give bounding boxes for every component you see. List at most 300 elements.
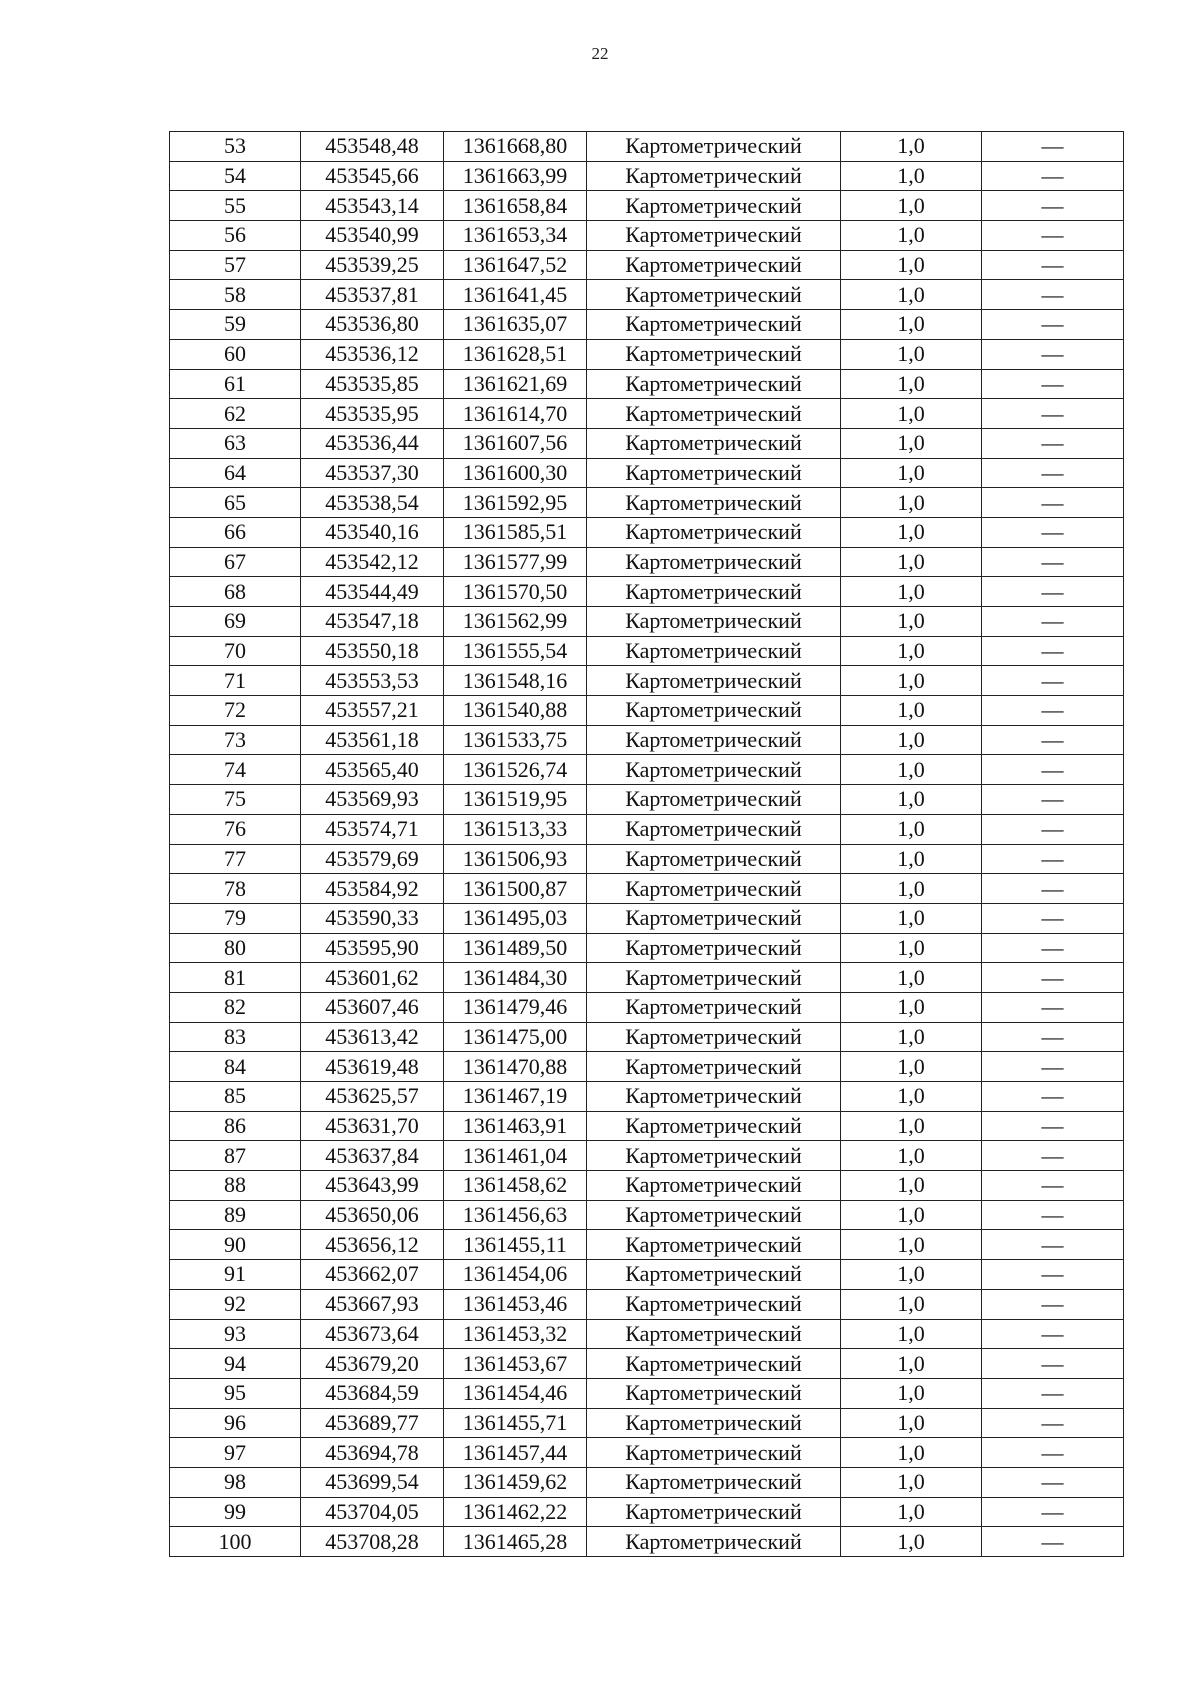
x-coordinate-cell: 453579,69	[301, 844, 444, 874]
note-cell: —	[982, 1022, 1124, 1052]
method-cell: Картометрический	[587, 696, 841, 726]
y-coordinate-cell: 1361463,91	[444, 1111, 587, 1141]
table-row	[170, 1082, 1124, 1112]
accuracy-cell: 1,0	[841, 844, 982, 874]
table-row	[170, 161, 1124, 191]
point-number-cell: 97	[170, 1438, 301, 1468]
accuracy-cell: 1,0	[841, 547, 982, 577]
note-cell: —	[982, 963, 1124, 993]
accuracy-cell: 1,0	[841, 1289, 982, 1319]
point-number-cell: 98	[170, 1467, 301, 1497]
y-coordinate-cell: 1361461,04	[444, 1141, 587, 1171]
table-row	[170, 191, 1124, 221]
table-row	[170, 458, 1124, 488]
accuracy-cell: 1,0	[841, 666, 982, 696]
x-coordinate-cell: 453536,44	[301, 428, 444, 458]
accuracy-cell: 1,0	[841, 963, 982, 993]
point-number-cell: 65	[170, 488, 301, 518]
y-coordinate-cell: 1361462,22	[444, 1497, 587, 1527]
x-coordinate-cell: 453544,49	[301, 577, 444, 607]
table-row	[170, 221, 1124, 251]
method-cell: Картометрический	[587, 1111, 841, 1141]
point-number-cell: 66	[170, 517, 301, 547]
y-coordinate-cell: 1361663,99	[444, 161, 587, 191]
point-number-cell: 71	[170, 666, 301, 696]
table-row	[170, 1527, 1124, 1557]
table-row	[170, 1052, 1124, 1082]
x-coordinate-cell: 453637,84	[301, 1141, 444, 1171]
accuracy-cell: 1,0	[841, 1497, 982, 1527]
method-cell: Картометрический	[587, 1349, 841, 1379]
x-coordinate-cell: 453643,99	[301, 1171, 444, 1201]
method-cell: Картометрический	[587, 1497, 841, 1527]
x-coordinate-cell: 453699,54	[301, 1467, 444, 1497]
note-cell: —	[982, 577, 1124, 607]
point-number-cell: 82	[170, 992, 301, 1022]
note-cell: —	[982, 1378, 1124, 1408]
method-cell: Картометрический	[587, 636, 841, 666]
table-row	[170, 785, 1124, 815]
y-coordinate-cell: 1361562,99	[444, 607, 587, 637]
table-row	[170, 844, 1124, 874]
note-cell: —	[982, 874, 1124, 904]
point-number-cell: 78	[170, 874, 301, 904]
note-cell: —	[982, 903, 1124, 933]
note-cell: —	[982, 488, 1124, 518]
note-cell: —	[982, 1082, 1124, 1112]
accuracy-cell: 1,0	[841, 814, 982, 844]
x-coordinate-cell: 453673,64	[301, 1319, 444, 1349]
y-coordinate-cell: 1361540,88	[444, 696, 587, 726]
y-coordinate-cell: 1361506,93	[444, 844, 587, 874]
method-cell: Картометрический	[587, 1052, 841, 1082]
point-number-cell: 81	[170, 963, 301, 993]
y-coordinate-cell: 1361607,56	[444, 428, 587, 458]
accuracy-cell: 1,0	[841, 369, 982, 399]
x-coordinate-cell: 453607,46	[301, 992, 444, 1022]
method-cell: Картометрический	[587, 992, 841, 1022]
accuracy-cell: 1,0	[841, 1141, 982, 1171]
accuracy-cell: 1,0	[841, 399, 982, 429]
note-cell: —	[982, 1052, 1124, 1082]
x-coordinate-cell: 453689,77	[301, 1408, 444, 1438]
x-coordinate-cell: 453550,18	[301, 636, 444, 666]
method-cell: Картометрический	[587, 250, 841, 280]
x-coordinate-cell: 453631,70	[301, 1111, 444, 1141]
accuracy-cell: 1,0	[841, 1111, 982, 1141]
method-cell: Картометрический	[587, 1438, 841, 1468]
table-row	[170, 1378, 1124, 1408]
y-coordinate-cell: 1361555,54	[444, 636, 587, 666]
note-cell: —	[982, 755, 1124, 785]
y-coordinate-cell: 1361592,95	[444, 488, 587, 518]
method-cell: Картометрический	[587, 161, 841, 191]
point-number-cell: 92	[170, 1289, 301, 1319]
note-cell: —	[982, 1260, 1124, 1290]
note-cell: —	[982, 1497, 1124, 1527]
method-cell: Картометрический	[587, 1467, 841, 1497]
method-cell: Картометрический	[587, 517, 841, 547]
x-coordinate-cell: 453679,20	[301, 1349, 444, 1379]
point-number-cell: 74	[170, 755, 301, 785]
y-coordinate-cell: 1361570,50	[444, 577, 587, 607]
accuracy-cell: 1,0	[841, 1438, 982, 1468]
note-cell: —	[982, 696, 1124, 726]
point-number-cell: 68	[170, 577, 301, 607]
x-coordinate-cell: 453708,28	[301, 1527, 444, 1557]
x-coordinate-cell: 453535,95	[301, 399, 444, 429]
method-cell: Картометрический	[587, 577, 841, 607]
y-coordinate-cell: 1361489,50	[444, 933, 587, 963]
point-number-cell: 57	[170, 250, 301, 280]
x-coordinate-cell: 453650,06	[301, 1200, 444, 1230]
accuracy-cell: 1,0	[841, 488, 982, 518]
note-cell: —	[982, 280, 1124, 310]
note-cell: —	[982, 399, 1124, 429]
accuracy-cell: 1,0	[841, 696, 982, 726]
note-cell: —	[982, 428, 1124, 458]
note-cell: —	[982, 1438, 1124, 1468]
y-coordinate-cell: 1361465,28	[444, 1527, 587, 1557]
point-number-cell: 99	[170, 1497, 301, 1527]
x-coordinate-cell: 453545,66	[301, 161, 444, 191]
x-coordinate-cell: 453619,48	[301, 1052, 444, 1082]
y-coordinate-cell: 1361467,19	[444, 1082, 587, 1112]
point-number-cell: 89	[170, 1200, 301, 1230]
accuracy-cell: 1,0	[841, 458, 982, 488]
y-coordinate-cell: 1361458,62	[444, 1171, 587, 1201]
accuracy-cell: 1,0	[841, 221, 982, 251]
point-number-cell: 84	[170, 1052, 301, 1082]
table-row	[170, 1497, 1124, 1527]
point-number-cell: 67	[170, 547, 301, 577]
y-coordinate-cell: 1361495,03	[444, 903, 587, 933]
accuracy-cell: 1,0	[841, 785, 982, 815]
point-number-cell: 61	[170, 369, 301, 399]
point-number-cell: 75	[170, 785, 301, 815]
point-number-cell: 63	[170, 428, 301, 458]
accuracy-cell: 1,0	[841, 903, 982, 933]
table-row	[170, 1408, 1124, 1438]
table-row	[170, 1349, 1124, 1379]
y-coordinate-cell: 1361614,70	[444, 399, 587, 429]
note-cell: —	[982, 992, 1124, 1022]
method-cell: Картометрический	[587, 1408, 841, 1438]
y-coordinate-cell: 1361479,46	[444, 992, 587, 1022]
table-row	[170, 992, 1124, 1022]
point-number-cell: 90	[170, 1230, 301, 1260]
method-cell: Картометрический	[587, 1260, 841, 1290]
accuracy-cell: 1,0	[841, 132, 982, 162]
y-coordinate-cell: 1361635,07	[444, 310, 587, 340]
table-row	[170, 1171, 1124, 1201]
point-number-cell: 58	[170, 280, 301, 310]
accuracy-cell: 1,0	[841, 1022, 982, 1052]
method-cell: Картометрический	[587, 1378, 841, 1408]
point-number-cell: 91	[170, 1260, 301, 1290]
table-row	[170, 903, 1124, 933]
method-cell: Картометрический	[587, 191, 841, 221]
table-row	[170, 1438, 1124, 1468]
point-number-cell: 95	[170, 1378, 301, 1408]
method-cell: Картометрический	[587, 399, 841, 429]
table-row	[170, 488, 1124, 518]
method-cell: Картометрический	[587, 1171, 841, 1201]
accuracy-cell: 1,0	[841, 933, 982, 963]
method-cell: Картометрический	[587, 933, 841, 963]
point-number-cell: 56	[170, 221, 301, 251]
x-coordinate-cell: 453595,90	[301, 933, 444, 963]
table-row	[170, 933, 1124, 963]
point-number-cell: 83	[170, 1022, 301, 1052]
table-row	[170, 636, 1124, 666]
y-coordinate-cell: 1361454,46	[444, 1378, 587, 1408]
point-number-cell: 85	[170, 1082, 301, 1112]
table-row	[170, 1111, 1124, 1141]
x-coordinate-cell: 453543,14	[301, 191, 444, 221]
note-cell: —	[982, 1171, 1124, 1201]
x-coordinate-cell: 453590,33	[301, 903, 444, 933]
x-coordinate-cell: 453537,30	[301, 458, 444, 488]
table-row	[170, 1260, 1124, 1290]
method-cell: Картометрический	[587, 1319, 841, 1349]
point-number-cell: 77	[170, 844, 301, 874]
note-cell: —	[982, 191, 1124, 221]
note-cell: —	[982, 517, 1124, 547]
note-cell: —	[982, 1200, 1124, 1230]
method-cell: Картометрический	[587, 844, 841, 874]
point-number-cell: 62	[170, 399, 301, 429]
note-cell: —	[982, 1527, 1124, 1557]
x-coordinate-cell: 453540,16	[301, 517, 444, 547]
accuracy-cell: 1,0	[841, 191, 982, 221]
method-cell: Картометрический	[587, 310, 841, 340]
table-row	[170, 963, 1124, 993]
x-coordinate-cell: 453535,85	[301, 369, 444, 399]
x-coordinate-cell: 453565,40	[301, 755, 444, 785]
note-cell: —	[982, 250, 1124, 280]
y-coordinate-cell: 1361459,62	[444, 1467, 587, 1497]
x-coordinate-cell: 453538,54	[301, 488, 444, 518]
x-coordinate-cell: 453553,53	[301, 666, 444, 696]
point-number-cell: 79	[170, 903, 301, 933]
note-cell: —	[982, 339, 1124, 369]
accuracy-cell: 1,0	[841, 280, 982, 310]
method-cell: Картометрический	[587, 132, 841, 162]
x-coordinate-cell: 453656,12	[301, 1230, 444, 1260]
method-cell: Картометрический	[587, 963, 841, 993]
table-row	[170, 814, 1124, 844]
x-coordinate-cell: 453561,18	[301, 725, 444, 755]
point-number-cell: 73	[170, 725, 301, 755]
method-cell: Картометрический	[587, 874, 841, 904]
accuracy-cell: 1,0	[841, 577, 982, 607]
table-row	[170, 132, 1124, 162]
y-coordinate-cell: 1361628,51	[444, 339, 587, 369]
table-row	[170, 607, 1124, 637]
point-number-cell: 53	[170, 132, 301, 162]
table-row	[170, 1200, 1124, 1230]
accuracy-cell: 1,0	[841, 725, 982, 755]
table-row	[170, 874, 1124, 904]
y-coordinate-cell: 1361457,44	[444, 1438, 587, 1468]
method-cell: Картометрический	[587, 725, 841, 755]
method-cell: Картометрический	[587, 1082, 841, 1112]
note-cell: —	[982, 1467, 1124, 1497]
point-number-cell: 64	[170, 458, 301, 488]
note-cell: —	[982, 310, 1124, 340]
y-coordinate-cell: 1361513,33	[444, 814, 587, 844]
y-coordinate-cell: 1361600,30	[444, 458, 587, 488]
x-coordinate-cell: 453542,12	[301, 547, 444, 577]
accuracy-cell: 1,0	[841, 161, 982, 191]
point-number-cell: 55	[170, 191, 301, 221]
point-number-cell: 80	[170, 933, 301, 963]
point-number-cell: 69	[170, 607, 301, 637]
note-cell: —	[982, 636, 1124, 666]
y-coordinate-cell: 1361470,88	[444, 1052, 587, 1082]
method-cell: Картометрический	[587, 1527, 841, 1557]
method-cell: Картометрический	[587, 1289, 841, 1319]
note-cell: —	[982, 1319, 1124, 1349]
y-coordinate-cell: 1361658,84	[444, 191, 587, 221]
y-coordinate-cell: 1361526,74	[444, 755, 587, 785]
accuracy-cell: 1,0	[841, 1171, 982, 1201]
accuracy-cell: 1,0	[841, 1052, 982, 1082]
method-cell: Картометрический	[587, 666, 841, 696]
y-coordinate-cell: 1361454,06	[444, 1260, 587, 1290]
x-coordinate-cell: 453625,57	[301, 1082, 444, 1112]
accuracy-cell: 1,0	[841, 428, 982, 458]
method-cell: Картометрический	[587, 1200, 841, 1230]
table-row	[170, 666, 1124, 696]
y-coordinate-cell: 1361548,16	[444, 666, 587, 696]
accuracy-cell: 1,0	[841, 339, 982, 369]
note-cell: —	[982, 607, 1124, 637]
method-cell: Картометрический	[587, 607, 841, 637]
table-row	[170, 1467, 1124, 1497]
accuracy-cell: 1,0	[841, 874, 982, 904]
method-cell: Картометрический	[587, 369, 841, 399]
method-cell: Картометрический	[587, 458, 841, 488]
method-cell: Картометрический	[587, 785, 841, 815]
accuracy-cell: 1,0	[841, 755, 982, 785]
method-cell: Картометрический	[587, 1141, 841, 1171]
x-coordinate-cell: 453569,93	[301, 785, 444, 815]
table-row	[170, 339, 1124, 369]
accuracy-cell: 1,0	[841, 636, 982, 666]
method-cell: Картометрический	[587, 1022, 841, 1052]
table-row	[170, 517, 1124, 547]
note-cell: —	[982, 369, 1124, 399]
x-coordinate-cell: 453547,18	[301, 607, 444, 637]
coordinates-table-body	[170, 132, 1124, 1557]
point-number-cell: 88	[170, 1171, 301, 1201]
accuracy-cell: 1,0	[841, 517, 982, 547]
table-row	[170, 577, 1124, 607]
table-row	[170, 369, 1124, 399]
method-cell: Картометрический	[587, 903, 841, 933]
method-cell: Картометрический	[587, 755, 841, 785]
note-cell: —	[982, 844, 1124, 874]
accuracy-cell: 1,0	[841, 1527, 982, 1557]
note-cell: —	[982, 221, 1124, 251]
x-coordinate-cell: 453584,92	[301, 874, 444, 904]
point-number-cell: 86	[170, 1111, 301, 1141]
accuracy-cell: 1,0	[841, 1230, 982, 1260]
point-number-cell: 87	[170, 1141, 301, 1171]
x-coordinate-cell: 453536,80	[301, 310, 444, 340]
page-number: 22	[591, 44, 609, 63]
y-coordinate-cell: 1361453,32	[444, 1319, 587, 1349]
point-number-cell: 72	[170, 696, 301, 726]
note-cell: —	[982, 1349, 1124, 1379]
accuracy-cell: 1,0	[841, 1319, 982, 1349]
accuracy-cell: 1,0	[841, 1349, 982, 1379]
y-coordinate-cell: 1361455,11	[444, 1230, 587, 1260]
accuracy-cell: 1,0	[841, 607, 982, 637]
table-row	[170, 310, 1124, 340]
coordinates-table	[169, 131, 1124, 1557]
table-row	[170, 1230, 1124, 1260]
x-coordinate-cell: 453601,62	[301, 963, 444, 993]
method-cell: Картометрический	[587, 280, 841, 310]
table-row	[170, 250, 1124, 280]
x-coordinate-cell: 453662,07	[301, 1260, 444, 1290]
method-cell: Картометрический	[587, 221, 841, 251]
note-cell: —	[982, 161, 1124, 191]
note-cell: —	[982, 814, 1124, 844]
note-cell: —	[982, 1230, 1124, 1260]
note-cell: —	[982, 1111, 1124, 1141]
x-coordinate-cell: 453684,59	[301, 1378, 444, 1408]
table-row	[170, 428, 1124, 458]
note-cell: —	[982, 725, 1124, 755]
point-number-cell: 60	[170, 339, 301, 369]
note-cell: —	[982, 132, 1124, 162]
table-row	[170, 755, 1124, 785]
note-cell: —	[982, 1408, 1124, 1438]
point-number-cell: 96	[170, 1408, 301, 1438]
x-coordinate-cell: 453574,71	[301, 814, 444, 844]
y-coordinate-cell: 1361456,63	[444, 1200, 587, 1230]
table-row	[170, 547, 1124, 577]
accuracy-cell: 1,0	[841, 1082, 982, 1112]
x-coordinate-cell: 453540,99	[301, 221, 444, 251]
y-coordinate-cell: 1361653,34	[444, 221, 587, 251]
table-row	[170, 725, 1124, 755]
y-coordinate-cell: 1361577,99	[444, 547, 587, 577]
x-coordinate-cell: 453704,05	[301, 1497, 444, 1527]
x-coordinate-cell: 453536,12	[301, 339, 444, 369]
note-cell: —	[982, 547, 1124, 577]
y-coordinate-cell: 1361533,75	[444, 725, 587, 755]
accuracy-cell: 1,0	[841, 1408, 982, 1438]
y-coordinate-cell: 1361647,52	[444, 250, 587, 280]
y-coordinate-cell: 1361668,80	[444, 132, 587, 162]
table-row	[170, 1319, 1124, 1349]
point-number-cell: 54	[170, 161, 301, 191]
y-coordinate-cell: 1361641,45	[444, 280, 587, 310]
point-number-cell: 94	[170, 1349, 301, 1379]
y-coordinate-cell: 1361500,87	[444, 874, 587, 904]
y-coordinate-cell: 1361453,46	[444, 1289, 587, 1319]
table-row	[170, 399, 1124, 429]
accuracy-cell: 1,0	[841, 1378, 982, 1408]
method-cell: Картометрический	[587, 814, 841, 844]
note-cell: —	[982, 785, 1124, 815]
point-number-cell: 93	[170, 1319, 301, 1349]
